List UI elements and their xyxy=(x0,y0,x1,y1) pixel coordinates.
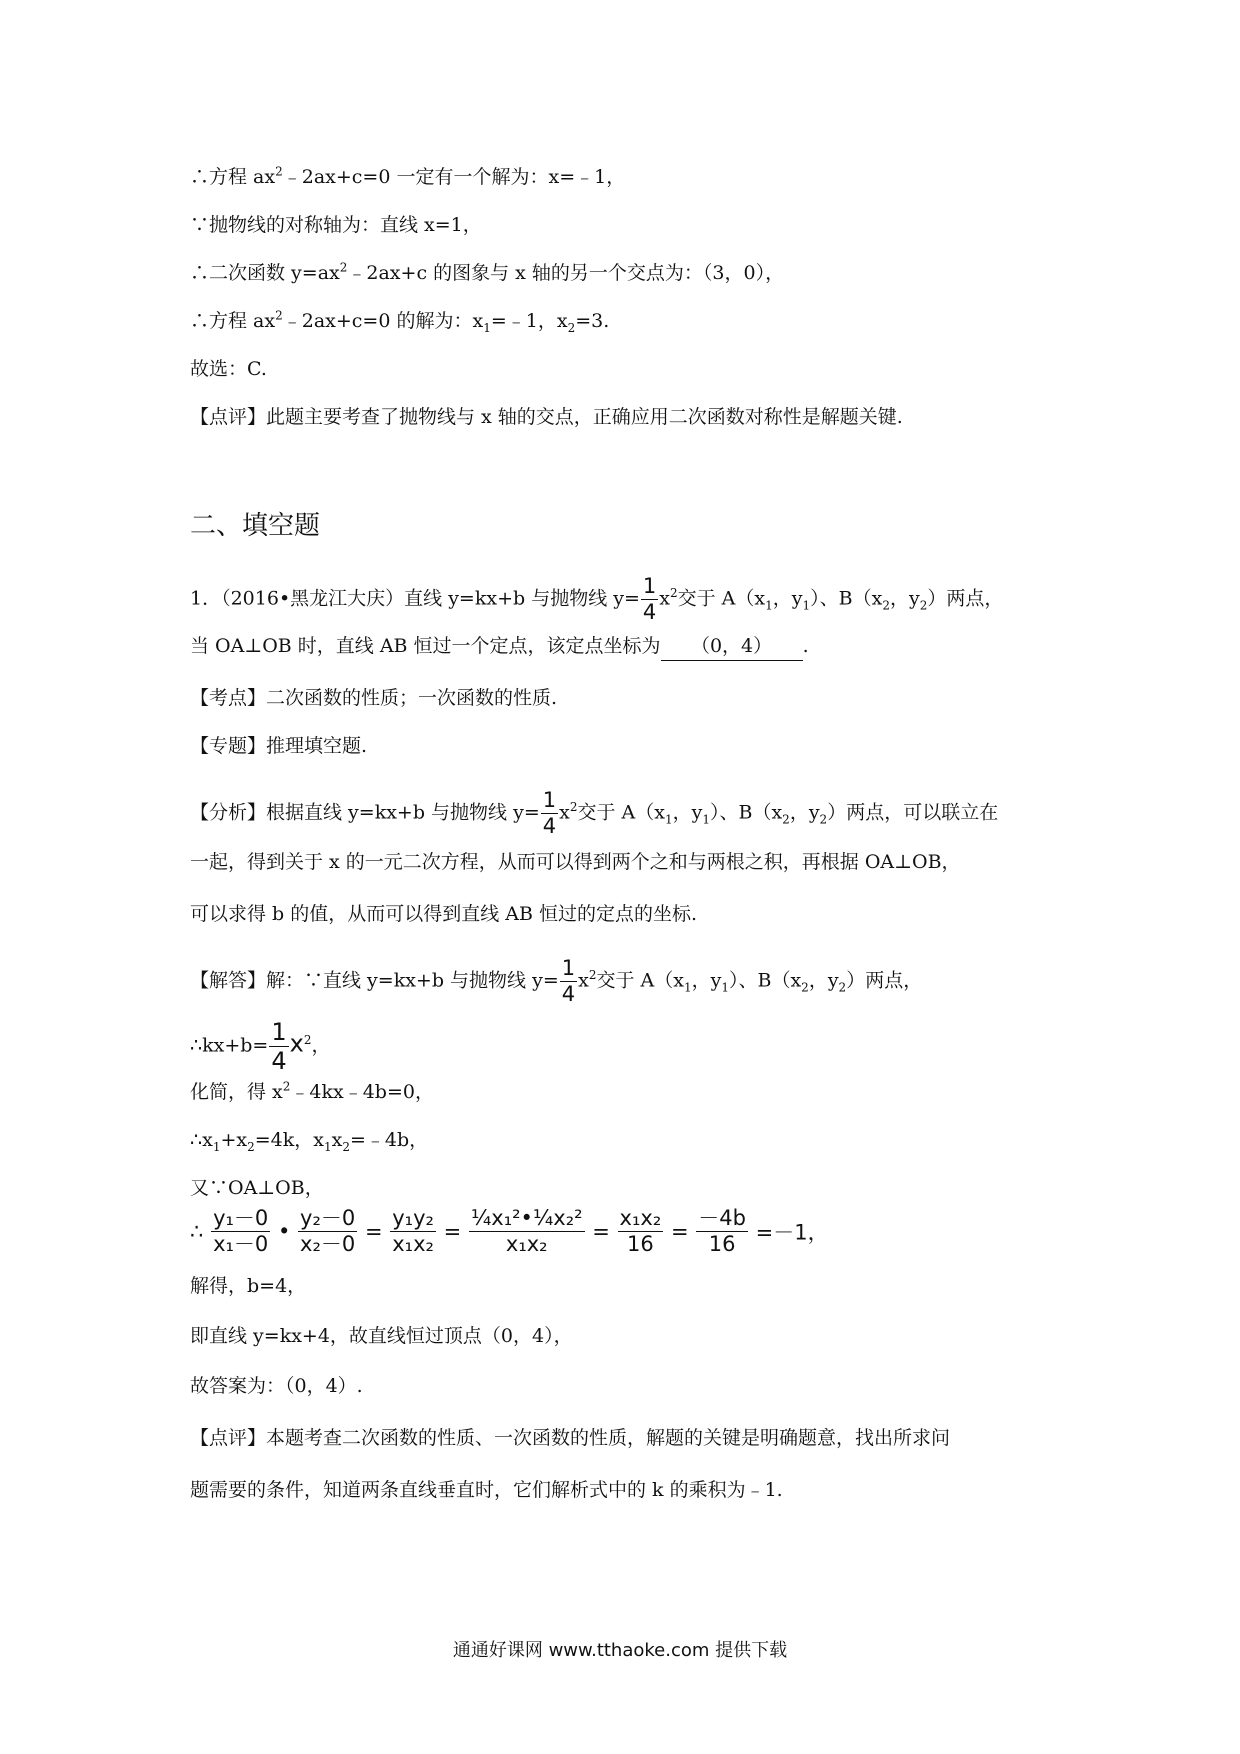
analysis-line-2: 一起，得到关于 x 的一元二次方程，从而可以得到两个之和与两根之积，再根据 OA⊥OB， xyxy=(190,851,961,873)
section-title: 二、填空题 xyxy=(190,511,321,541)
comment-line-1: 【点评】本题考查二次函数的性质、一次函数的性质，解题的关键是明确题意，找出所求问 xyxy=(190,1427,951,1449)
solution-line-1: 【解答】解：∵直线 y=kx+b 与抛物线 y= $\frac{1}{4}$ $x^2$交于 $A(x_1$，$y_1$）、$B(x_2$，$y_2$）两点， xyxy=(190,956,923,1006)
kaodian: 【考点】二次函数的性质；一次函数的性质. xyxy=(190,687,558,709)
fraction-quarter: $\frac{1}{4}$ xyxy=(271,1018,287,1075)
analysis-line-1: 【分析】根据直线 y=kx+b 与抛物线 y= $\frac{1}{4}$ $x^2$交于 $A(x_1$，$y_1$）、$B(x_2$，$y_2$）两点，可以联立在 xyxy=(190,788,999,838)
fraction-simplified: $\frac{\text{x₁x₂}}{16}$ xyxy=(619,1206,662,1256)
comment-line-2: 题需要的条件，知道两条直线垂直时，它们解析式中的 k 的乘积为﹣1. xyxy=(190,1479,783,1501)
prev-line-3: ∴二次函数 $y=ax^2﹣2ax+c$ 的图象与 x 轴的另一个交点为：（3，0）， xyxy=(190,260,785,284)
zhuanti: 【专题】推理填空题. xyxy=(190,735,368,757)
fraction-slope-a: $\frac{\text{y₁－0}}{\text{x₁－0}}$ xyxy=(213,1206,269,1256)
footer-source: 通通好课网 www.tthaoke.com 提供下载 xyxy=(452,1640,788,1661)
solution-line-4: $\therefore x_1+x_2=4k$，$x_1x_2=﹣4b$， xyxy=(190,1129,429,1154)
analysis-line-3: 可以求得 b 的值，从而可以得到直线 AB 恒过的定点的坐标. xyxy=(190,903,698,925)
fraction-product: $\frac{\text{y₁y₂}}{\text{x₁x₂}}$ xyxy=(392,1206,434,1256)
prev-line-2: ∵抛物线的对称轴为：直线 x=1， xyxy=(190,214,482,236)
prev-line-1: ∴方程 $ax^2﹣2ax+c=0$ 一定有一个解为：x=﹣1， xyxy=(190,164,626,188)
prev-line-5: 故选：C. xyxy=(190,358,267,380)
question-stem-line-2: 当 OA⊥OB 时，直线 AB 恒过一个定点，该定点坐标为 （0，4） . xyxy=(190,632,809,661)
prev-line-4: ∴方程 $ax^2﹣2ax+c=0$ 的解为：$x_1=﹣1$，$x_2=3$. xyxy=(190,308,610,335)
solution-line-5: 又∵OA⊥OB， xyxy=(190,1177,324,1199)
answer-blank: （0，4） xyxy=(661,632,803,661)
solution-line-2: ∴kx+b= $\frac{1}{4}$ $x^2$， xyxy=(190,1018,331,1075)
fraction-final: $\frac{-4b}{16}$ xyxy=(698,1206,746,1256)
solution-equation: ∴ $\frac{\text{y₁－0}}{\text{x₁－0}}$ • $\frac{\text{y₂－0}}{\text{x₂－0}}$ = $\frac{\text{y₁y₂}}{\text{x₁x₂}}$ = $\frac{\text{¼x₁²•¼x₂²}}{\text{x₁x₂}}$ = $\frac{\text{x₁x₂}}{16}$ = $\frac{-4b}{16}$ =－1， xyxy=(190,1206,829,1256)
fraction-substituted: $\frac{\text{¼x₁²•¼x₂²}}{\text{x₁x₂}}$ xyxy=(470,1206,583,1256)
prev-comment: 【点评】此题主要考查了抛物线与 x 轴的交点，正确应用二次函数对称性是解题关键. xyxy=(190,406,903,428)
solution-line-7: 即直线 y=kx+4，故直线恒过顶点（0，4）， xyxy=(190,1325,573,1347)
fraction-quarter: $\frac{1}{4}$ xyxy=(542,788,557,838)
fraction-quarter: $\frac{1}{4}$ xyxy=(561,956,576,1006)
solution-line-8: 故答案为：（0，4）. xyxy=(190,1375,363,1397)
fraction-slope-b: $\frac{\text{y₂－0}}{\text{x₂－0}}$ xyxy=(300,1206,356,1256)
question-stem-line-1: 1．（2016•黑龙江大庆）直线 y=kx+b 与抛物线 y= $\frac{1}{4}$ $x^2$交于 $A(x_1$，$y_1$）、$B(x_2$，$y_2$）两点， xyxy=(190,574,1004,624)
solution-line-6: 解得，b=4， xyxy=(190,1275,307,1297)
solution-line-3: 化简，得 $x^2﹣4kx﹣4b=0$， xyxy=(190,1079,434,1103)
fraction-quarter: $\frac{1}{4}$ xyxy=(642,574,657,624)
